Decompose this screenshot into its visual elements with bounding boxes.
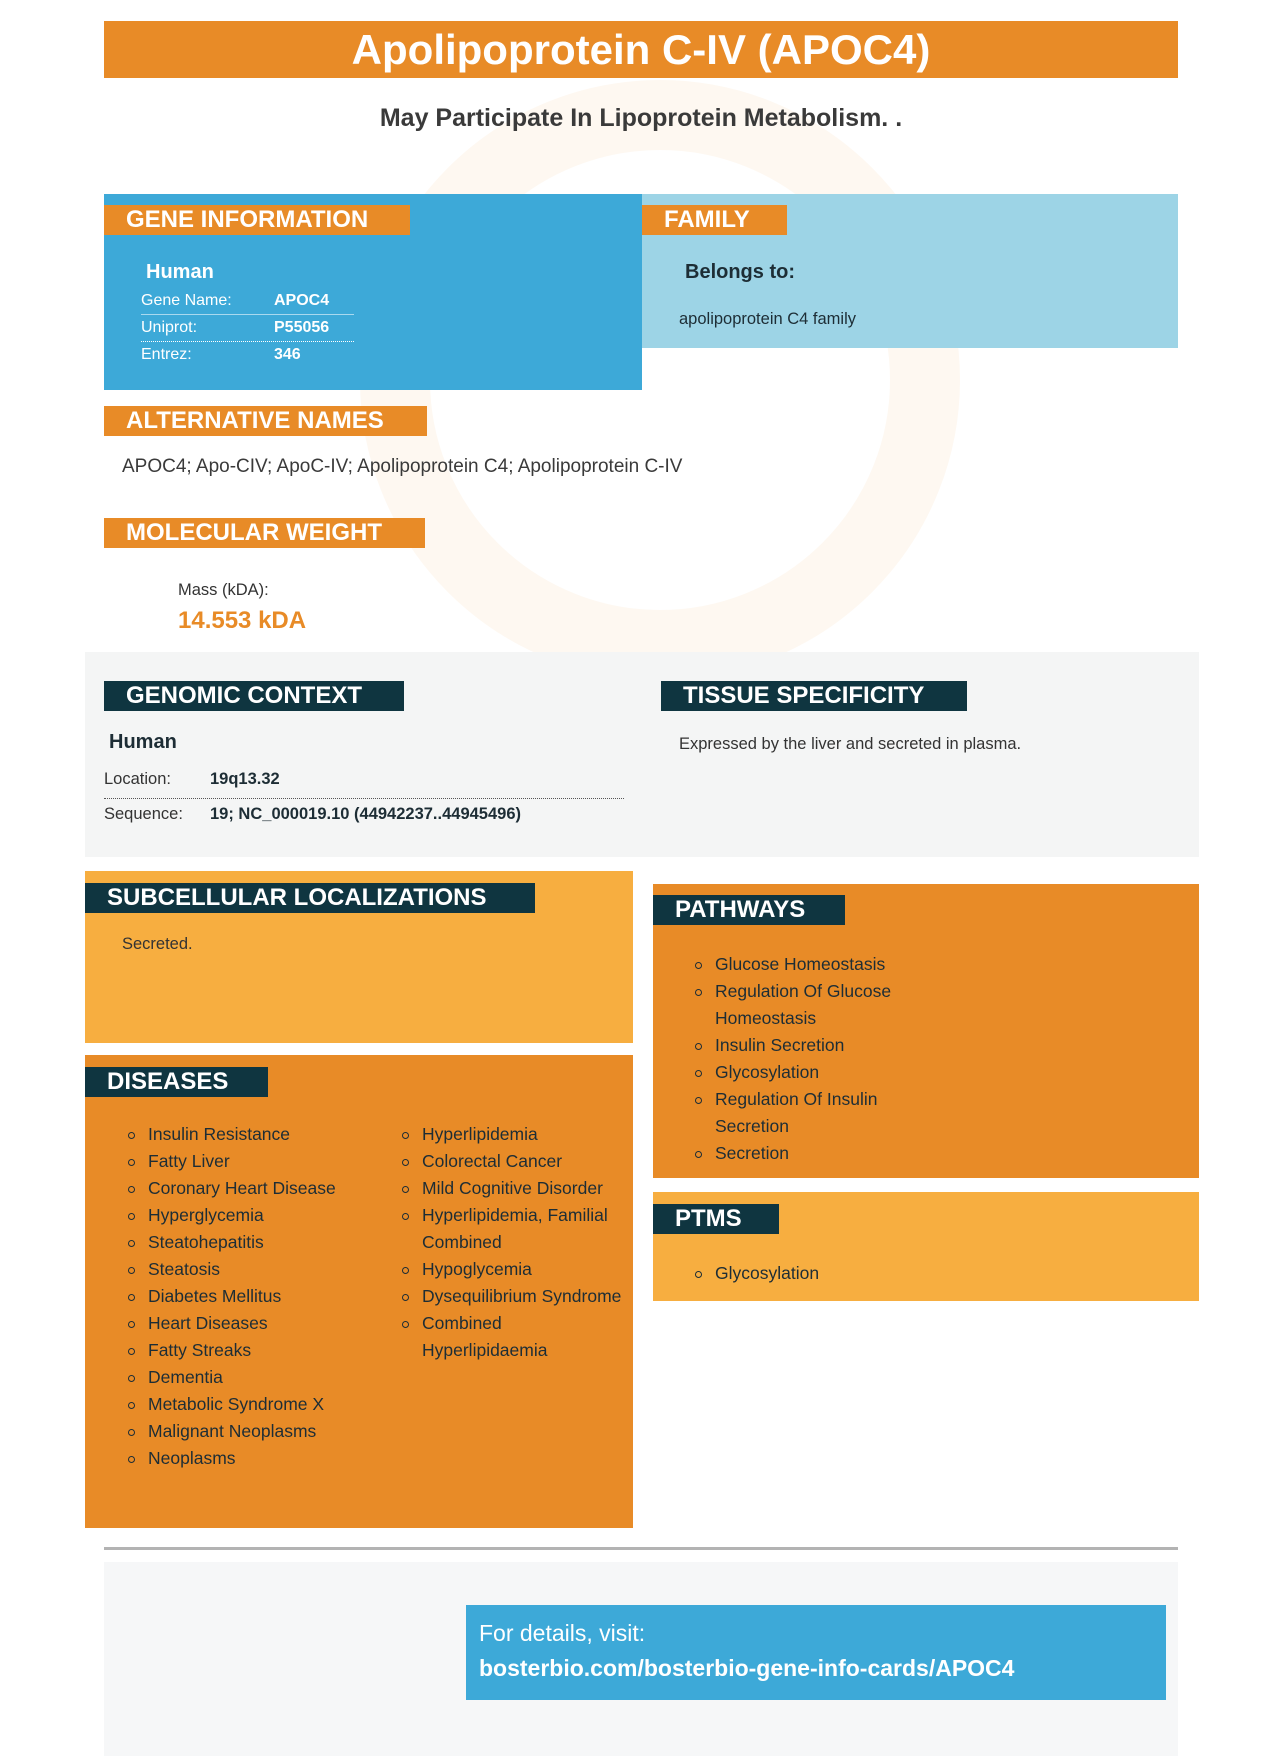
entrez-label: Entrez:	[141, 346, 192, 363]
subcellular-heading: SUBCELLULAR LOCALIZATIONS	[85, 883, 535, 913]
location-value: 19q13.32	[210, 770, 280, 788]
ptm-item: Glycosylation	[685, 1260, 985, 1287]
family-heading: FAMILY	[642, 205, 787, 235]
pathway-item: Glucose Homeostasis	[685, 951, 915, 978]
pathways-heading: PATHWAYS	[653, 895, 845, 925]
uniprot-value: P55056	[274, 319, 330, 336]
disease-item: Dysequilibrium Syndrome	[392, 1283, 622, 1310]
gene-name-row	[141, 288, 354, 315]
genomic-location-row	[104, 770, 624, 799]
pathway-item: Regulation Of Glucose Homeostasis	[685, 978, 915, 1032]
disease-item: Neoplasms	[118, 1445, 378, 1472]
entrez-row	[141, 342, 354, 368]
diseases-list-col1	[118, 1121, 378, 1472]
gene-name-label: Gene Name:	[141, 292, 232, 309]
genomic-context-heading: GENOMIC CONTEXT	[104, 681, 404, 711]
disease-item: Combined Hyperlipidaemia	[392, 1310, 622, 1364]
tissue-specificity-text: Expressed by the liver and secreted in plasma.	[679, 735, 1022, 753]
disease-item: Coronary Heart Disease	[118, 1175, 378, 1202]
disease-item: Colorectal Cancer	[392, 1148, 622, 1175]
subcellular-text: Secreted.	[122, 935, 193, 953]
gene-information-heading: GENE INFORMATION	[104, 205, 410, 235]
pathway-item: Glycosylation	[685, 1059, 915, 1086]
disease-item: Metabolic Syndrome X	[118, 1391, 378, 1418]
disease-item: Diabetes Mellitus	[118, 1283, 378, 1310]
disease-item: Fatty Liver	[118, 1148, 378, 1175]
disease-item: Steatosis	[118, 1256, 378, 1283]
uniprot-label: Uniprot:	[141, 319, 198, 336]
disease-item: Hyperlipidemia, Familial Combined	[392, 1202, 622, 1256]
disease-item: Insulin Resistance	[118, 1121, 378, 1148]
tissue-specificity-heading: TISSUE SPECIFICITY	[661, 681, 967, 711]
sequence-value: 19; NC_000019.10 (44942237..44945496)	[210, 805, 522, 823]
alternative-names-heading: ALTERNATIVE NAMES	[104, 406, 427, 436]
disease-item: Steatohepatitis	[118, 1229, 378, 1256]
disease-item: Hypoglycemia	[392, 1256, 622, 1283]
details-label: For details, visit:	[479, 1620, 646, 1646]
disease-item: Hyperlipidemia	[392, 1121, 622, 1148]
footer-divider	[104, 1547, 1178, 1550]
disease-item: Mild Cognitive Disorder	[392, 1175, 622, 1202]
gene-info-table	[141, 288, 354, 368]
details-link-box[interactable]	[466, 1605, 1166, 1700]
pathway-item: Insulin Secretion	[685, 1032, 915, 1059]
details-url[interactable]: bosterbio.com/bosterbio-gene-info-cards/APOC4	[479, 1655, 1015, 1681]
ptms-list	[685, 1260, 985, 1287]
family-value: apolipoprotein C4 family	[679, 310, 857, 328]
gene-species: Human	[146, 261, 214, 283]
pathways-list	[685, 951, 915, 1167]
diseases-heading: DISEASES	[85, 1067, 268, 1097]
gene-name-value: APOC4	[274, 292, 330, 309]
uniprot-row	[141, 315, 354, 342]
pathway-item: Secretion	[685, 1140, 915, 1167]
page-subtitle: May Participate In Lipoprotein Metabolism. .	[379, 104, 903, 132]
ptms-heading: PTMS	[653, 1204, 779, 1234]
pathway-item: Regulation Of Insulin Secretion	[685, 1086, 915, 1140]
disease-item: Hyperglycemia	[118, 1202, 378, 1229]
page-title: Apolipoprotein C-IV (APOC4)	[104, 21, 1178, 78]
location-label: Location:	[104, 770, 171, 788]
mass-label: Mass (kDA):	[178, 581, 269, 599]
disease-item: Malignant Neoplasms	[118, 1418, 378, 1445]
alternative-names-text: APOC4; Apo-CIV; ApoC-IV; Apolipoprotein C4; Apolipoprotein C-IV	[122, 456, 683, 477]
genomic-sequence-row	[104, 805, 624, 824]
molecular-weight-heading: MOLECULAR WEIGHT	[104, 518, 425, 548]
disease-item: Heart Diseases	[118, 1310, 378, 1337]
diseases-list-col2	[392, 1121, 622, 1364]
family-belongs-label: Belongs to:	[685, 261, 795, 283]
genomic-species: Human	[109, 731, 177, 753]
disease-item: Fatty Streaks	[118, 1337, 378, 1364]
disease-item: Dementia	[118, 1364, 378, 1391]
entrez-value: 346	[274, 346, 301, 363]
mass-value: 14.553 kDA	[178, 607, 307, 634]
sequence-label: Sequence:	[104, 805, 183, 823]
